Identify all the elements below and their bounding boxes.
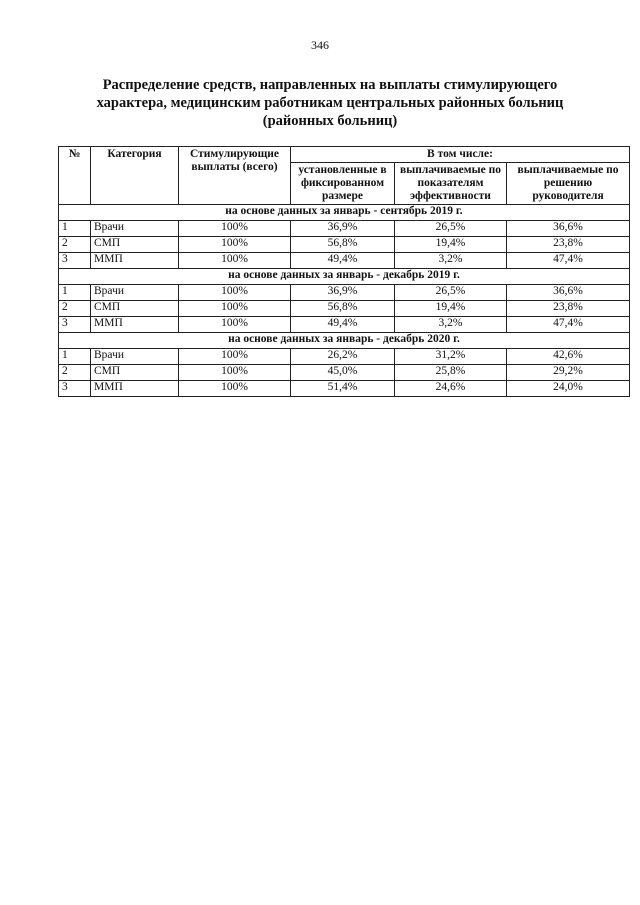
cell-category: Врачи xyxy=(91,221,179,237)
table-row xyxy=(59,301,630,317)
cell-total: 100% xyxy=(179,317,291,333)
table-row xyxy=(59,285,630,301)
cell-total: 100% xyxy=(179,285,291,301)
cell-efficiency: 26,5% xyxy=(395,285,507,301)
cell-category: ММП xyxy=(91,317,179,333)
cell-fixed: 36,9% xyxy=(291,221,395,237)
table-row xyxy=(59,349,630,365)
table-header xyxy=(59,147,630,205)
title-line-1: Распределение средств, направленных на выплаты стимулирующего xyxy=(102,77,558,93)
cell-efficiency: 26,5% xyxy=(395,221,507,237)
table-row xyxy=(59,253,630,269)
cell-manager: 36,6% xyxy=(507,285,630,301)
cell-fixed: 36,9% xyxy=(291,285,395,301)
cell-manager: 42,6% xyxy=(507,349,630,365)
cell-fixed: 51,4% xyxy=(291,381,395,397)
cell-fixed: 49,4% xyxy=(291,317,395,333)
cell-efficiency: 19,4% xyxy=(395,301,507,317)
section-label: на основе данных за январь - сентябрь 2019 г. xyxy=(59,205,630,221)
table-body xyxy=(59,205,630,397)
cell-manager: 23,8% xyxy=(507,301,630,317)
cell-category: ММП xyxy=(91,381,179,397)
cell-total: 100% xyxy=(179,237,291,253)
cell-category: Врачи xyxy=(91,349,179,365)
cell-total: 100% xyxy=(179,381,291,397)
cell-num: 3 xyxy=(59,381,91,397)
cell-fixed: 49,4% xyxy=(291,253,395,269)
title-line-3: (районных больниц) xyxy=(262,113,398,129)
cell-num: 2 xyxy=(59,365,91,381)
cell-total: 100% xyxy=(179,253,291,269)
cell-total: 100% xyxy=(179,349,291,365)
cell-category: СМП xyxy=(91,301,179,317)
header-num: № xyxy=(59,147,91,205)
page-number: 346 xyxy=(311,38,329,52)
cell-total: 100% xyxy=(179,365,291,381)
cell-efficiency: 31,2% xyxy=(395,349,507,365)
cell-num: 1 xyxy=(59,285,91,301)
cell-manager: 47,4% xyxy=(507,253,630,269)
header-fixed: установленные в фиксированном размере xyxy=(291,163,395,205)
cell-fixed: 26,2% xyxy=(291,349,395,365)
header-manager: выплачиваемые по решению руководителя xyxy=(507,163,630,205)
title-line-2: характера, медицинским работникам центральных районных больниц xyxy=(96,95,564,111)
cell-manager: 24,0% xyxy=(507,381,630,397)
section-row xyxy=(59,333,630,349)
cell-num: 1 xyxy=(59,221,91,237)
section-label: на основе данных за январь - декабрь 2020 г. xyxy=(59,333,630,349)
cell-efficiency: 3,2% xyxy=(395,317,507,333)
header-row-1 xyxy=(59,147,630,163)
cell-total: 100% xyxy=(179,221,291,237)
cell-fixed: 45,0% xyxy=(291,365,395,381)
cell-category: Врачи xyxy=(91,285,179,301)
cell-efficiency: 3,2% xyxy=(395,253,507,269)
header-efficiency: выплачиваемые по показателям эффективности xyxy=(395,163,507,205)
cell-efficiency: 24,6% xyxy=(395,381,507,397)
table-row xyxy=(59,365,630,381)
header-category: Категория xyxy=(91,147,179,205)
cell-manager: 47,4% xyxy=(507,317,630,333)
cell-manager: 29,2% xyxy=(507,365,630,381)
section-row xyxy=(59,269,630,285)
cell-total: 100% xyxy=(179,301,291,317)
section-row xyxy=(59,205,630,221)
cell-fixed: 56,8% xyxy=(291,301,395,317)
cell-num: 3 xyxy=(59,253,91,269)
payments-table xyxy=(58,146,630,397)
cell-num: 2 xyxy=(59,237,91,253)
header-total: Стимулирующие выплаты (всего) xyxy=(179,147,291,205)
header-including: В том числе: xyxy=(291,147,630,163)
table-row xyxy=(59,317,630,333)
cell-num: 1 xyxy=(59,349,91,365)
cell-manager: 23,8% xyxy=(507,237,630,253)
section-label: на основе данных за январь - декабрь 2019 г. xyxy=(59,269,630,285)
cell-efficiency: 19,4% xyxy=(395,237,507,253)
cell-manager: 36,6% xyxy=(507,221,630,237)
cell-fixed: 56,8% xyxy=(291,237,395,253)
document-title xyxy=(70,76,590,130)
cell-num: 3 xyxy=(59,317,91,333)
table-row xyxy=(59,381,630,397)
table-row xyxy=(59,221,630,237)
cell-category: СМП xyxy=(91,365,179,381)
cell-num: 2 xyxy=(59,301,91,317)
cell-category: СМП xyxy=(91,237,179,253)
cell-category: ММП xyxy=(91,253,179,269)
cell-efficiency: 25,8% xyxy=(395,365,507,381)
table-row xyxy=(59,237,630,253)
